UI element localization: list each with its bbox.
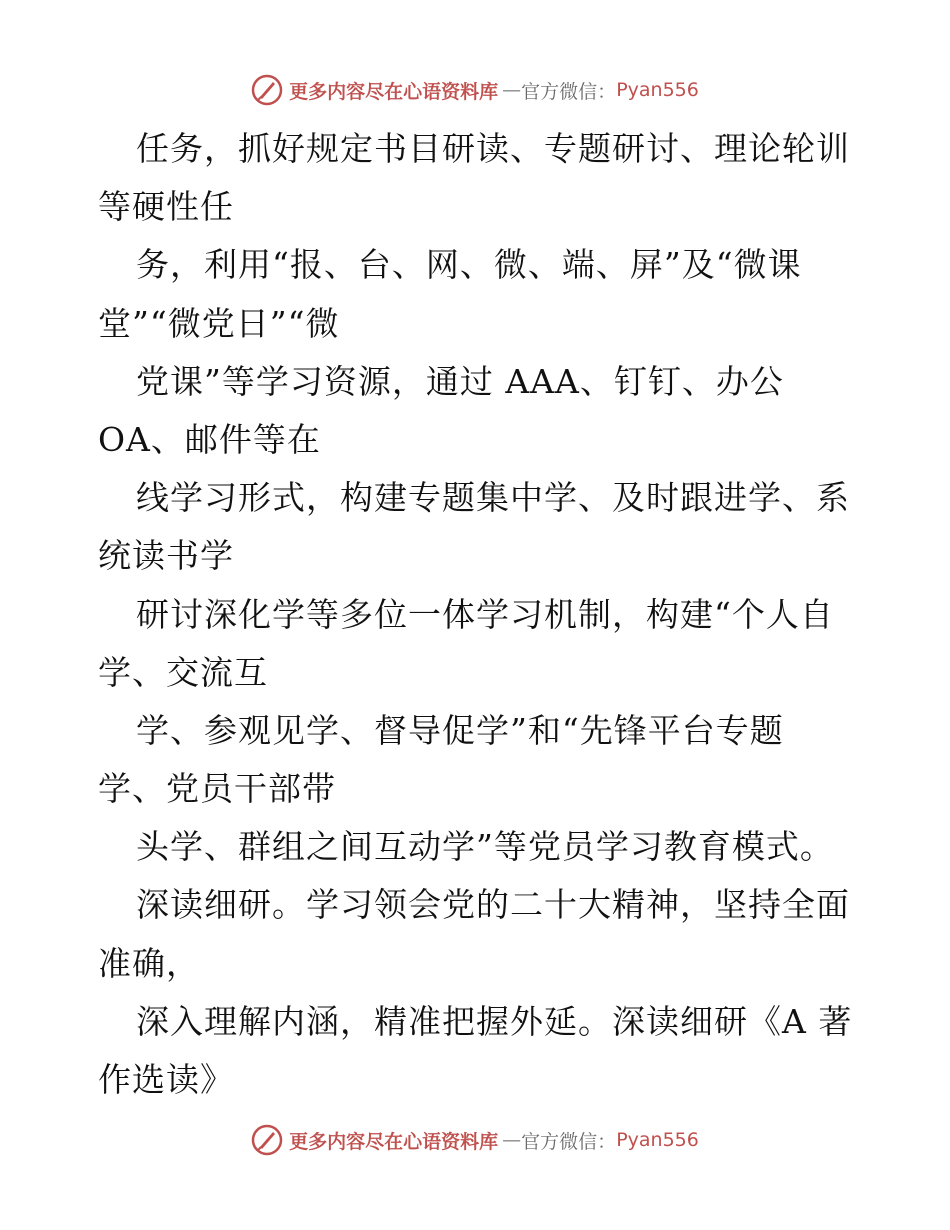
body-line: 准确， — [98, 943, 200, 983]
body-line: 学、党员干部带 — [98, 769, 336, 809]
quill-logo-icon — [251, 1124, 283, 1156]
banner-label: 官方微信： — [521, 80, 617, 103]
body-line: 研讨深化学等多位一体学习机制，构建“个人自 — [136, 594, 834, 634]
body-line: OA、邮件等在 — [98, 419, 321, 459]
body-line: 深读细研。学习领会党的二十大精神，坚持全面 — [136, 885, 850, 925]
body-line: 党课”等学习资源，通过 AAA、钉钉、办公 — [136, 361, 784, 401]
body-line: 头学、群组之间互动学”等党员学习教育模式。 — [136, 827, 834, 867]
body-line: 深入理解内涵，精准把握外延。深读细研《A 著 — [136, 1001, 853, 1041]
body-line: 等硬性任 — [98, 187, 234, 227]
banner-dash: — — [502, 79, 522, 101]
body-line: 务，利用“报、台、网、微、端、屏”及“微课 — [136, 245, 802, 285]
banner-brand-text: 更多内容尽在心语资料库 — [289, 1130, 499, 1153]
banner-wechat-id: Pyan556 — [616, 1129, 699, 1151]
body-line: 线学习形式，构建专题集中学、及时跟进学、系 — [136, 478, 850, 518]
banner-label: 官方微信： — [521, 1130, 617, 1153]
body-line: 堂”“微党日”“微 — [98, 303, 340, 343]
banner-wechat-id: Pyan556 — [616, 79, 699, 101]
banner-brand-text: 更多内容尽在心语资料库 — [289, 80, 499, 103]
document-body — [98, 120, 858, 1109]
header-watermark-banner — [0, 70, 950, 110]
quill-logo-icon — [251, 74, 283, 106]
body-line: 统读书学 — [98, 536, 234, 576]
body-line: 学、参观见学、督导促学”和“先锋平台专题 — [136, 710, 784, 750]
body-line: 作选读》 — [98, 1060, 234, 1099]
body-line: 学、交流互 — [98, 652, 268, 692]
banner-dash: — — [502, 1129, 522, 1151]
footer-watermark-banner — [0, 1120, 950, 1160]
body-line: 任务，抓好规定书目研读、专题研讨、理论轮训 — [136, 129, 850, 168]
